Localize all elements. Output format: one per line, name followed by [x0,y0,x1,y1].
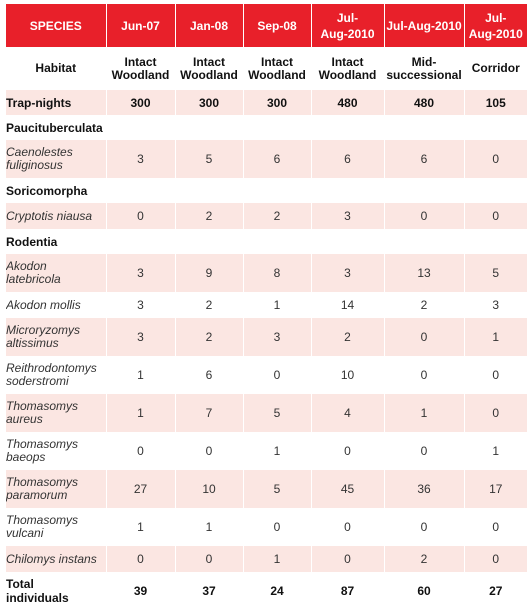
cell-value: 2 [311,318,384,356]
cell-value: 0 [464,546,527,572]
header-row [6,4,527,47]
cell-value: 1 [106,394,175,432]
cell-value: 60 [384,572,464,609]
cell-value: 3 [311,254,384,292]
cell-value: 105 [464,90,527,115]
species-row-reithrodontomys-soderstromi [6,356,527,394]
cell-value: 1 [106,356,175,394]
cell-value: 10 [311,356,384,394]
cell-value: 0 [492,368,500,382]
column-header-species: SPECIES [6,4,106,47]
cell-value: 3 [311,203,384,229]
cell-value: 300 [106,90,175,115]
cell-value: 1 [243,546,311,572]
species-row-thomasomys-baeops [6,432,527,470]
species-name: Reithrodontomys soderstromi [6,356,106,394]
cell-value: 27 [489,583,503,598]
cell-value: 2 [384,546,464,572]
habitat-row [6,47,527,90]
cell-value: 1 [384,394,464,432]
species-row-caenolestes-fuliginosus [6,140,527,178]
cell-value: 17 [464,470,527,508]
cell-value: 3 [106,254,175,292]
cell-value: 0 [492,520,500,534]
cell-value: 0 [106,546,175,572]
cell-value: 24 [243,572,311,609]
species-name: Thomasomys aureus [6,394,106,432]
species-table [6,4,527,609]
species-name: Caenolestes fuliginosus [6,140,106,178]
cell-value: 45 [311,470,384,508]
group-row-soricomorpha [6,178,527,203]
cell-value: 2 [384,292,464,318]
cell-value: 3 [243,318,311,356]
group-spacer [106,115,527,140]
species-row-akodon-latebricola [6,254,527,292]
column-header-jan-08: Jan-08 [175,4,243,47]
cell-value: 13 [384,254,464,292]
cell-value: 3 [492,298,500,312]
cell-value: 4 [311,394,384,432]
species-name: Microryzomys altissimus [6,318,106,356]
cell-value: 0 [311,546,384,572]
cell-value: 2 [175,318,243,356]
group-row-rodentia [6,229,527,254]
cell-value: 87 [311,572,384,609]
cell-value: 1 [175,508,243,546]
cell-value: 5 [243,394,311,432]
cell-value: 480 [311,90,384,115]
column-header-sep-08: Sep-08 [243,4,311,47]
cell-value: 0 [384,203,464,229]
cell-value: 3 [106,140,175,178]
cell-value: Corridor [471,61,520,75]
cell-value: 300 [175,90,243,115]
cell-value: 36 [384,470,464,508]
cell-value: 1 [243,432,311,470]
cell-value: 0 [175,546,243,572]
group-label: Rodentia [6,229,106,254]
species-name: Akodon latebricola [6,254,106,292]
species-name: Cryptotis niausa [6,203,106,229]
total-row [6,572,527,609]
cell-value: 6 [243,140,311,178]
group-spacer [106,178,527,203]
cell-value: Mid- successional [384,47,464,90]
trap-nights-row [6,90,527,115]
column-header-jul-aug-2010-a: Jul- Aug-2010 [311,4,384,47]
cell-value: 3 [106,318,175,356]
cell-value: 3 [106,292,175,318]
cell-value: 5 [175,140,243,178]
species-row-thomasomys-vulcani [6,508,527,546]
cell-value: 27 [106,470,175,508]
cell-value: 9 [175,254,243,292]
species-row-thomasomys-paramorum [6,470,527,508]
row-label-habitat: Habitat [6,47,106,90]
group-spacer [106,229,527,254]
row-label-trap-nights: Trap-nights [6,90,106,115]
species-row-cryptotis-niausa [6,203,527,229]
column-header-jul-aug-2010-b: Jul-Aug-2010 [384,4,464,47]
cell-value: 0 [106,432,175,470]
species-row-akodon-mollis [6,292,527,318]
cell-value: 0 [243,508,311,546]
cell-value: 0 [464,203,527,229]
cell-value: 1 [243,292,311,318]
cell-value: 0 [384,432,464,470]
cell-value: Intact Woodland [311,47,384,90]
cell-value: 7 [175,394,243,432]
species-name: Thomasomys vulcani [6,508,106,546]
cell-value: Intact Woodland [106,47,175,90]
cell-value: 480 [384,90,464,115]
cell-value: 300 [243,90,311,115]
group-row-paucituberculata [6,115,527,140]
cell-value: 2 [175,292,243,318]
species-row-microryzomys-altissimus [6,318,527,356]
cell-value: 5 [464,254,527,292]
cell-value: 1 [492,444,500,458]
cell-value: 0 [106,203,175,229]
group-label: Paucituberculata [6,115,106,140]
cell-value: 1 [464,318,527,356]
column-header-jul-aug-2010-c: Jul- Aug-2010 [464,4,527,47]
species-name: Thomasomys baeops [6,432,106,470]
species-name: Akodon mollis [6,292,106,318]
species-row-thomasomys-aureus [6,394,527,432]
cell-value: 0 [384,318,464,356]
cell-value: 1 [106,508,175,546]
cell-value: 2 [243,203,311,229]
cell-value: 5 [243,470,311,508]
cell-value: 0 [464,394,527,432]
cell-value: 14 [311,292,384,318]
cell-value: 0 [175,432,243,470]
cell-value: 2 [175,203,243,229]
row-label-total: Total individuals [6,572,106,609]
cell-value: 6 [384,140,464,178]
cell-value: 37 [175,572,243,609]
cell-value: Intact Woodland [175,47,243,90]
cell-value: 10 [175,470,243,508]
group-label: Soricomorpha [6,178,106,203]
species-row-chilomys-instans [6,546,527,572]
cell-value: 0 [311,432,384,470]
cell-value: Intact Woodland [243,47,311,90]
cell-value: 0 [384,508,464,546]
cell-value: 0 [243,356,311,394]
cell-value: 0 [311,508,384,546]
cell-value: 0 [384,356,464,394]
species-name: Thomasomys paramorum [6,470,106,508]
cell-value: 0 [464,140,527,178]
column-header-jun-07: Jun-07 [106,4,175,47]
species-name: Chilomys instans [6,546,106,572]
cell-value: 8 [243,254,311,292]
cell-value: 6 [311,140,384,178]
cell-value: 39 [106,572,175,609]
cell-value: 6 [175,356,243,394]
